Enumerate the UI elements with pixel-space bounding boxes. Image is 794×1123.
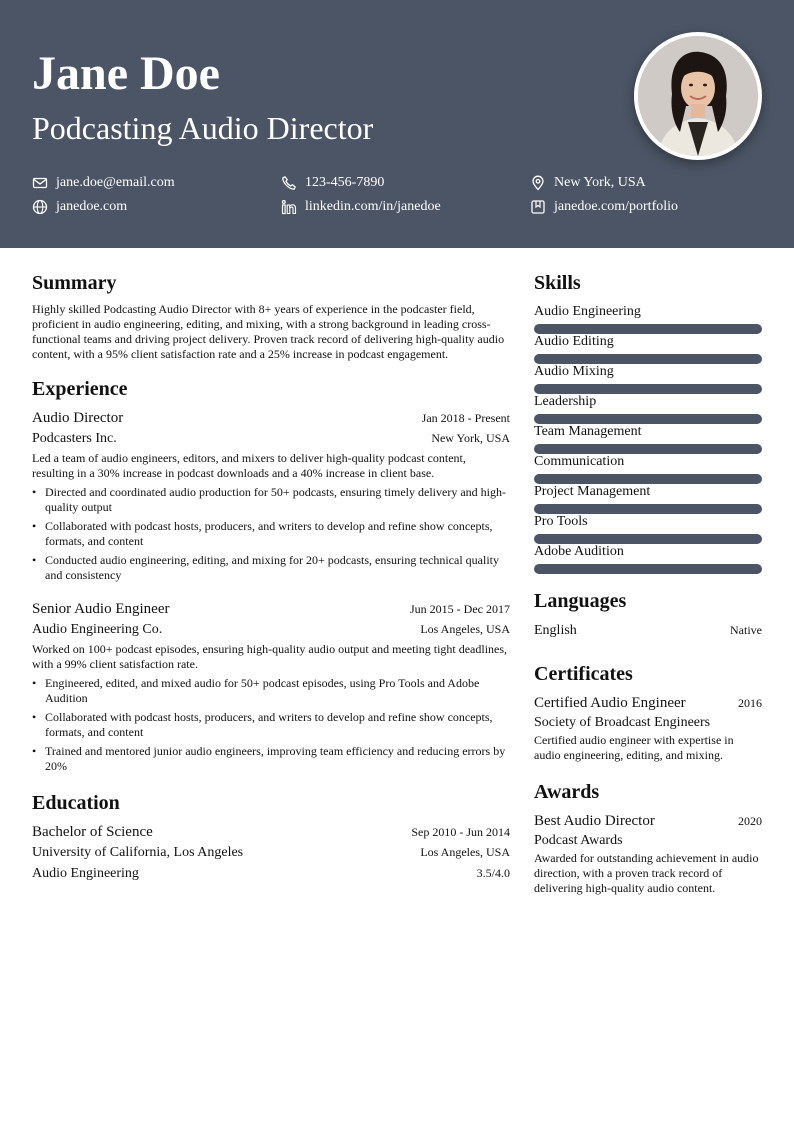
candidate-role: Podcasting Audio Director xyxy=(32,110,374,146)
education-gpa: 3.5/4.0 xyxy=(476,866,510,880)
skill-name: Project Management xyxy=(534,484,651,499)
contact-phone-text: 123-456-7890 xyxy=(305,175,385,190)
summary-section xyxy=(32,270,510,362)
skill-name: Team Management xyxy=(534,424,642,439)
languages-section xyxy=(534,588,762,641)
skill-item xyxy=(534,362,762,392)
certificate-year: 2016 xyxy=(738,696,762,710)
contact-website-text: janedoe.com xyxy=(56,199,128,214)
certificate-description: Certified audio engineer with expertise in audio engineering, editing, and mixing. xyxy=(534,733,734,762)
certificates-section xyxy=(534,661,762,763)
skill-name: Pro Tools xyxy=(534,514,588,529)
skill-name: Audio Engineering xyxy=(534,304,641,319)
location-pin-icon xyxy=(530,175,546,191)
skill-item xyxy=(534,512,762,542)
skill-item xyxy=(534,422,762,452)
job-dates: Jun 2015 - Dec 2017 xyxy=(410,602,510,616)
job-bullet: • Directed and coordinated audio production for 50+ podcasts, ensuring timely delivery and high-quality output xyxy=(32,485,510,515)
job-description: Worked on 100+ podcast episodes, ensuring high-quality audio output and meeting tight deadlines, with a 99% client satisfaction rate. xyxy=(32,642,508,671)
experience-heading: Experience xyxy=(32,378,128,400)
skill-name: Communication xyxy=(534,454,625,469)
award-year: 2020 xyxy=(738,814,762,828)
skill-name: Adobe Audition xyxy=(534,544,624,559)
job-bullet: • Collaborated with podcast hosts, producers, and writers to develop and refine show concepts, formats, and content xyxy=(32,519,510,549)
skill-bar xyxy=(534,564,762,574)
education-school: University of California, Los Angeles xyxy=(32,845,244,860)
job-entry xyxy=(32,408,510,583)
main-column xyxy=(32,270,510,896)
education-degree: Bachelor of Science xyxy=(32,824,153,840)
mail-icon xyxy=(32,175,48,191)
skills-section xyxy=(534,270,762,572)
language-item xyxy=(534,620,762,641)
skills-heading: Skills xyxy=(534,272,581,294)
contact-linkedin-text: linkedin.com/in/janedoe xyxy=(305,199,441,214)
phone-icon xyxy=(281,175,297,191)
experience-section xyxy=(32,376,510,774)
contact-linkedin[interactable] xyxy=(281,196,441,218)
skill-item xyxy=(534,332,762,362)
job-bullets xyxy=(32,676,510,774)
job-bullet: • Trained and mentored junior audio engineers, improving team efficiency and reducing errors by 20% xyxy=(32,744,510,774)
skill-name: Audio Mixing xyxy=(534,364,614,379)
education-heading: Education xyxy=(32,792,120,814)
contact-website[interactable] xyxy=(32,196,127,218)
job-company: Podcasters Inc. xyxy=(32,431,117,446)
job-location: New York, USA xyxy=(431,431,510,445)
job-bullet: • Collaborated with podcast hosts, producers, and writers to develop and refine show concepts, formats, and content xyxy=(32,710,510,740)
awards-section xyxy=(534,779,762,896)
certificate-issuer: Society of Broadcast Engineers xyxy=(534,715,711,730)
skill-name: Audio Editing xyxy=(534,334,614,349)
contact-portfolio[interactable] xyxy=(530,196,678,218)
job-description: Led a team of audio engineers, editors, and mixers to deliver high-quality podcast content, resulting in a 30% increase in podcast downloads and a 40% increase in client base. xyxy=(32,451,466,480)
skills-list xyxy=(534,302,762,572)
skill-item xyxy=(534,392,762,422)
language-name: English xyxy=(534,623,577,638)
awards-heading: Awards xyxy=(534,781,600,803)
contact-email[interactable] xyxy=(32,172,175,194)
job-entry xyxy=(32,599,510,774)
resume-header xyxy=(0,0,794,248)
candidate-name: Jane Doe xyxy=(32,47,220,100)
job-bullets xyxy=(32,485,510,583)
job-bullet: • Engineered, edited, and mixed audio for 50+ podcast episodes, using Pro Tools and Adobe Audition xyxy=(32,676,510,706)
job-dates: Jan 2018 - Present xyxy=(421,411,510,425)
education-dates: Sep 2010 - Jun 2014 xyxy=(411,825,510,839)
education-location: Los Angeles, USA xyxy=(420,845,510,859)
skill-item xyxy=(534,542,762,572)
contact-email-text: jane.doe@email.com xyxy=(56,175,175,190)
contact-location xyxy=(530,172,646,194)
contact-phone[interactable] xyxy=(281,172,384,194)
job-company: Audio Engineering Co. xyxy=(32,622,163,637)
job-bullet: • Conducted audio engineering, editing, and mixing for 20+ podcasts, ensuring technical quality and consistency xyxy=(32,553,510,583)
award-issuer: Podcast Awards xyxy=(534,833,623,848)
summary-heading: Summary xyxy=(32,272,117,294)
globe-icon xyxy=(32,199,48,215)
contact-portfolio-text: janedoe.com/portfolio xyxy=(554,199,679,214)
award-description: Awarded for outstanding achievement in audio direction, with a proven track record of delivering high-quality audio content. xyxy=(534,851,759,895)
contact-location-text: New York, USA xyxy=(554,175,646,190)
portfolio-icon xyxy=(530,199,546,215)
award-name: Best Audio Director xyxy=(534,813,655,829)
profile-photo xyxy=(634,32,762,160)
skill-item xyxy=(534,482,762,512)
skill-item xyxy=(534,302,762,332)
certificate-name: Certified Audio Engineer xyxy=(534,695,686,711)
skill-name: Leadership xyxy=(534,394,597,409)
certificates-heading: Certificates xyxy=(534,663,633,685)
job-title: Senior Audio Engineer xyxy=(32,601,170,617)
summary-text: Highly skilled Podcasting Audio Director with 8+ years of experience in the podcaster field, proficient in audio engineering, editing, and mixing, with a strong background in leading cross-functional teams and driving project delivery. Proven track record of delivering high-quality audio content, with a 95% client satisfaction rate and a 25% increase in podcast engagement. xyxy=(32,302,505,361)
profile-photo-image xyxy=(638,36,758,156)
skill-item xyxy=(534,452,762,482)
education-field: Audio Engineering xyxy=(32,866,139,881)
linkedin-icon xyxy=(281,199,297,215)
languages-heading: Languages xyxy=(534,590,627,612)
job-title: Audio Director xyxy=(32,410,124,426)
language-level: Native xyxy=(730,623,762,637)
side-column xyxy=(534,270,762,908)
job-location: Los Angeles, USA xyxy=(420,622,510,636)
education-section xyxy=(32,790,510,884)
